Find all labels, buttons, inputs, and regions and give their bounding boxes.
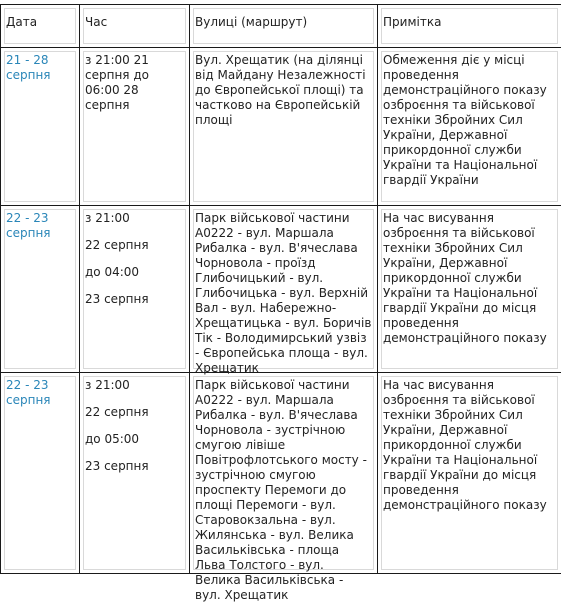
time-cell	[80, 206, 190, 373]
time-line: 23 серпня	[85, 292, 149, 306]
road-closures-table	[0, 4, 561, 602]
date-cell: 21 - 28 серпня	[1, 48, 80, 206]
note-cell: На час висування озброєння та військової техніки Збройних Сил України, Державної прикордонної служби України та Національної гвардії України до місця проведення демонстраційного показу	[378, 206, 561, 373]
date-cell: 22 - 23 серпня	[1, 206, 80, 373]
header-time: Час	[80, 5, 190, 48]
route-cell: Парк військової частини А0222 - вул. Маршала Рибалка - вул. В'ячеслава Чорновола - проїзд Глибочицький - вул. Глибочицька - вул. Верхній Вал - вул. Набережно-Хрещатицька - вул. Боричів Тік - Володимирський узвіз - Європейська площа - вул. Хрещатик	[190, 206, 378, 373]
time-line: з 21:00	[85, 211, 130, 225]
time-line: 22 серпня	[85, 238, 149, 252]
table-row	[1, 373, 561, 574]
time-line: до 05:00	[85, 432, 140, 446]
time-cell	[80, 48, 190, 206]
route-cell: Вул. Хрещатик (на ділянці від Майдану Незалежності до Європейської площі) та частково на Європейській площі	[190, 48, 378, 206]
note-cell: Обмеження діє у місці проведення демонстраційного показу озброєння та військової техніки Збройних Сил України, Державної прикордонної служби України та Національної гвардії України	[378, 48, 561, 206]
note-cell: На час висування озброєння та військової техніки Збройних Сил України, Державної прикордонної служби України та Національної гвардії України до місця проведення демонстраційного показу	[378, 373, 561, 574]
date-cell: 22 - 23 серпня	[1, 373, 80, 574]
header-note: Примітка	[378, 5, 561, 48]
time-line: 22 серпня	[85, 405, 149, 419]
time-line: з 21:00 21 серпня до 06:00 28 серпня	[85, 53, 149, 112]
time-line: до 04:00	[85, 265, 140, 279]
time-cell	[80, 373, 190, 574]
table-row	[1, 48, 561, 206]
route-cell: Парк військової частини А0222 - вул. Маршала Рибалка - вул. В'ячеслава Чорновола - зустрічною смугою лівіше Повітрофлотського мосту - зустрічною смугою проспекту Перемоги до площі Перемоги - вул. Старовокзальна - вул. Жилянська - вул. Велика Васильківська - площа Льва Толстого - вул. Велика Васильківська - вул. Хрещатик	[190, 373, 378, 574]
header-date: Дата	[1, 5, 80, 48]
table-header-row	[1, 5, 561, 48]
time-line: з 21:00	[85, 378, 130, 392]
time-line: 23 серпня	[85, 459, 149, 473]
table-row	[1, 206, 561, 373]
header-route: Вулиці (маршрут)	[190, 5, 378, 48]
